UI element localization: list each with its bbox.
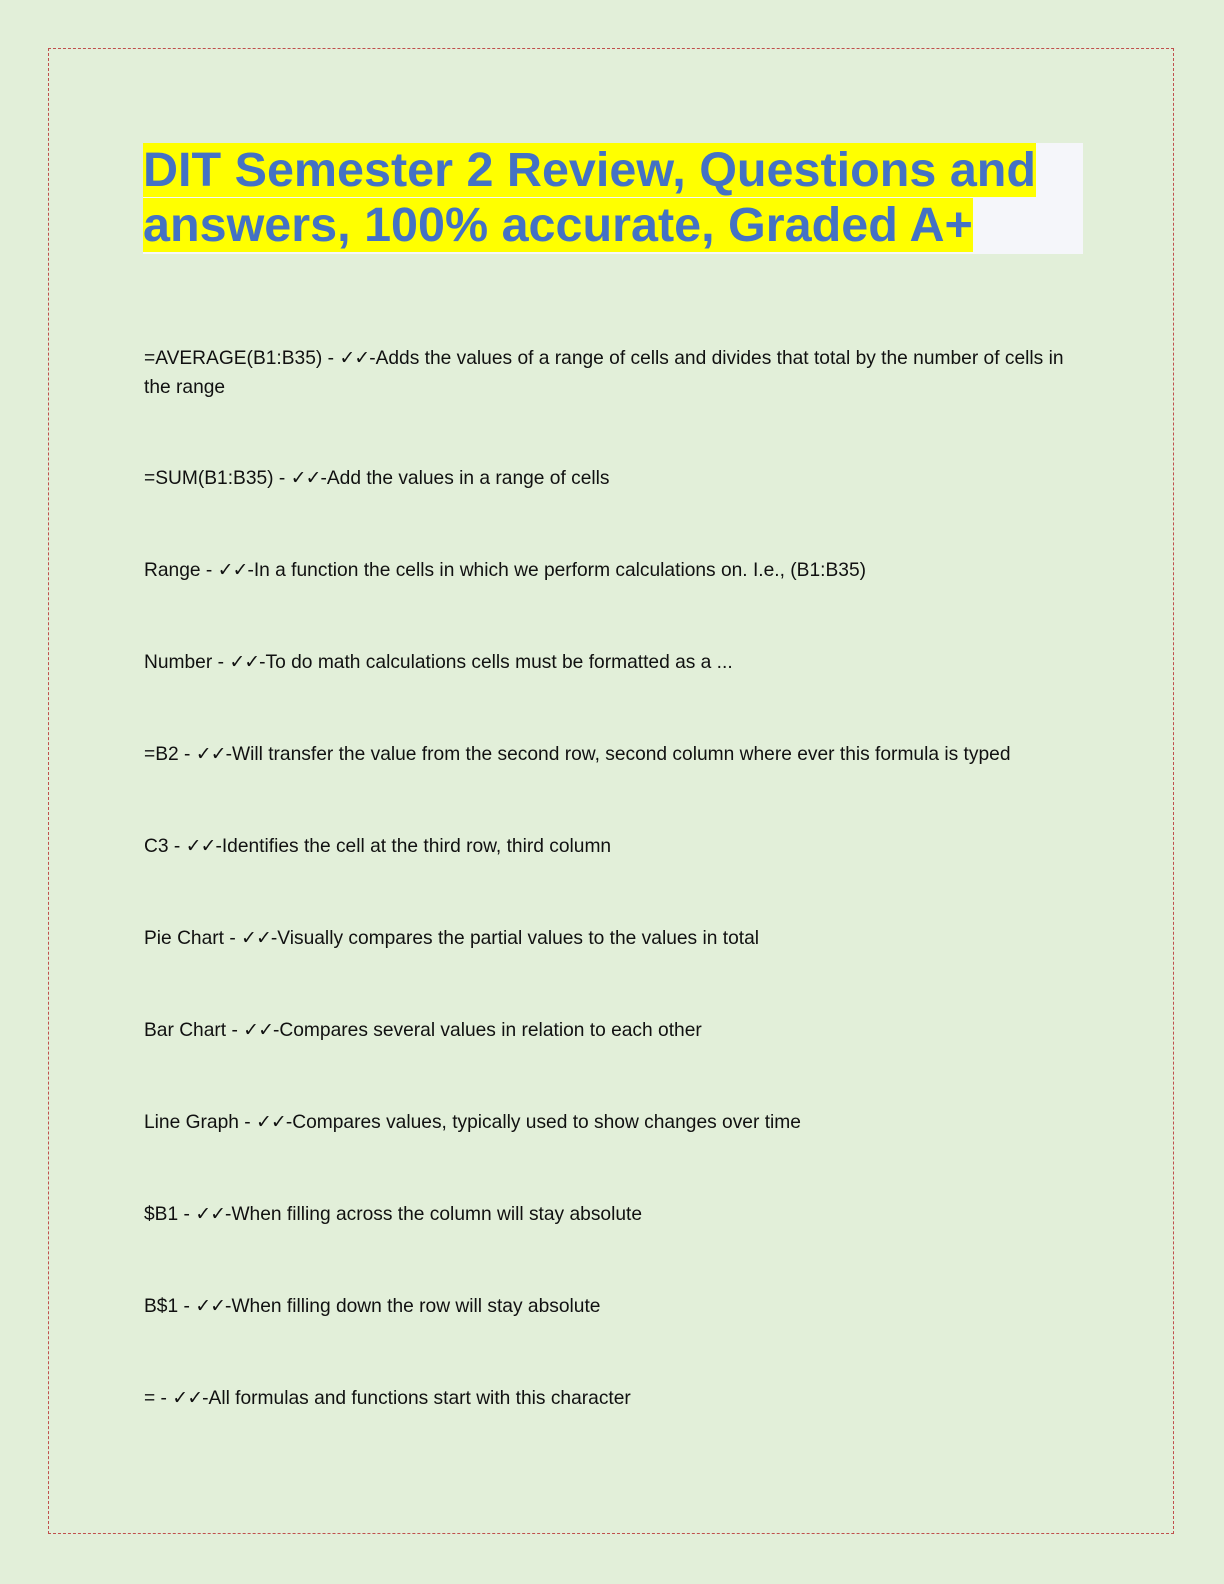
double-check-icon: ✓✓	[339, 347, 370, 369]
qa-term: C3	[144, 836, 169, 857]
qa-term: B$1	[144, 1296, 179, 1317]
qa-answer: To do math calculations cells must be formatted as a ...	[265, 652, 733, 673]
qa-answer: Compares values, typically used to show changes over time	[292, 1112, 801, 1133]
qa-answer: Identifies the cell at the third row, third column	[221, 836, 612, 857]
qa-term: Pie Chart	[144, 928, 224, 949]
qa-item: Line Graph - ✓✓-Compares values, typically used to show changes over time	[144, 1111, 801, 1133]
qa-answer: Add the values in a range of cells	[326, 468, 610, 489]
qa-item: Pie Chart - ✓✓-Visually compares the partial values to the values in total	[144, 927, 760, 949]
double-check-icon: ✓✓	[195, 743, 226, 765]
qa-item: Number - ✓✓-To do math calculations cells must be formatted as a ...	[144, 651, 733, 673]
qa-term: $B1	[144, 1204, 179, 1225]
qa-term: Range	[144, 560, 201, 581]
qa-answer: When filling down the row will stay absolute	[231, 1296, 601, 1317]
qa-term: =SUM(B1:B35)	[144, 468, 274, 489]
double-check-icon: ✓✓	[172, 1387, 203, 1409]
qa-term: =AVERAGE(B1:B35)	[144, 348, 323, 369]
qa-item: Bar Chart - ✓✓-Compares several values in relation to each other	[144, 1019, 702, 1041]
double-check-icon: ✓✓	[195, 1203, 226, 1225]
title-block	[143, 143, 1083, 254]
qa-term: Number	[144, 652, 213, 673]
double-check-icon: ✓✓	[290, 467, 321, 489]
qa-answer: In a function the cells in which we perform calculations on. I.e., (B1:B35)	[253, 560, 867, 581]
document-title	[143, 143, 1083, 253]
qa-item: =SUM(B1:B35) - ✓✓-Add the values in a range of cells	[144, 467, 610, 489]
qa-item: = - ✓✓-All formulas and functions start with this character	[144, 1387, 631, 1409]
qa-answer: Will transfer the value from the second row, second column where ever this formula is typed	[231, 744, 1011, 765]
qa-answer: Visually compares the partial values to the values in total	[277, 928, 760, 949]
qa-item: =B2 - ✓✓-Will transfer the value from the second row, second column where ever this formula is typed	[144, 743, 1011, 765]
double-check-icon: ✓✓	[195, 1295, 226, 1317]
qa-term: Bar Chart	[144, 1020, 227, 1041]
qa-term: =B2	[144, 744, 179, 765]
qa-item: =AVERAGE(B1:B35) - ✓✓-Adds the values of a range of cells and divides that total by the number of cells in the range	[144, 347, 1064, 398]
double-check-icon: ✓✓	[241, 927, 271, 949]
qa-answer: Compares several values in relation to each other	[279, 1020, 702, 1041]
qa-answer: When filling across the column will stay absolute	[231, 1204, 643, 1225]
qa-item: $B1 - ✓✓-When filling across the column will stay absolute	[144, 1203, 643, 1225]
double-check-icon: ✓✓	[243, 1019, 274, 1041]
qa-answer: Adds the values of a range of cells and divides that total by the number of cells in the range	[144, 348, 1064, 398]
qa-term: Line Graph	[144, 1112, 239, 1133]
double-check-icon: ✓✓	[185, 835, 216, 857]
double-check-icon: ✓✓	[229, 651, 260, 673]
double-check-icon: ✓✓	[256, 1111, 286, 1133]
document-title-text: DIT Semester 2 Review, Questions and answers, 100% accurate, Graded A+	[143, 143, 1037, 252]
qa-item: C3 - ✓✓-Identifies the cell at the third row, third column	[144, 835, 612, 857]
qa-item: Range - ✓✓-In a function the cells in which we perform calculations on. I.e., (B1:B35)	[144, 559, 867, 581]
qa-term: =	[144, 1388, 156, 1409]
qa-answer: All formulas and functions start with this character	[208, 1388, 631, 1409]
qa-item: B$1 - ✓✓-When filling down the row will stay absolute	[144, 1295, 601, 1317]
double-check-icon: ✓✓	[217, 559, 248, 581]
